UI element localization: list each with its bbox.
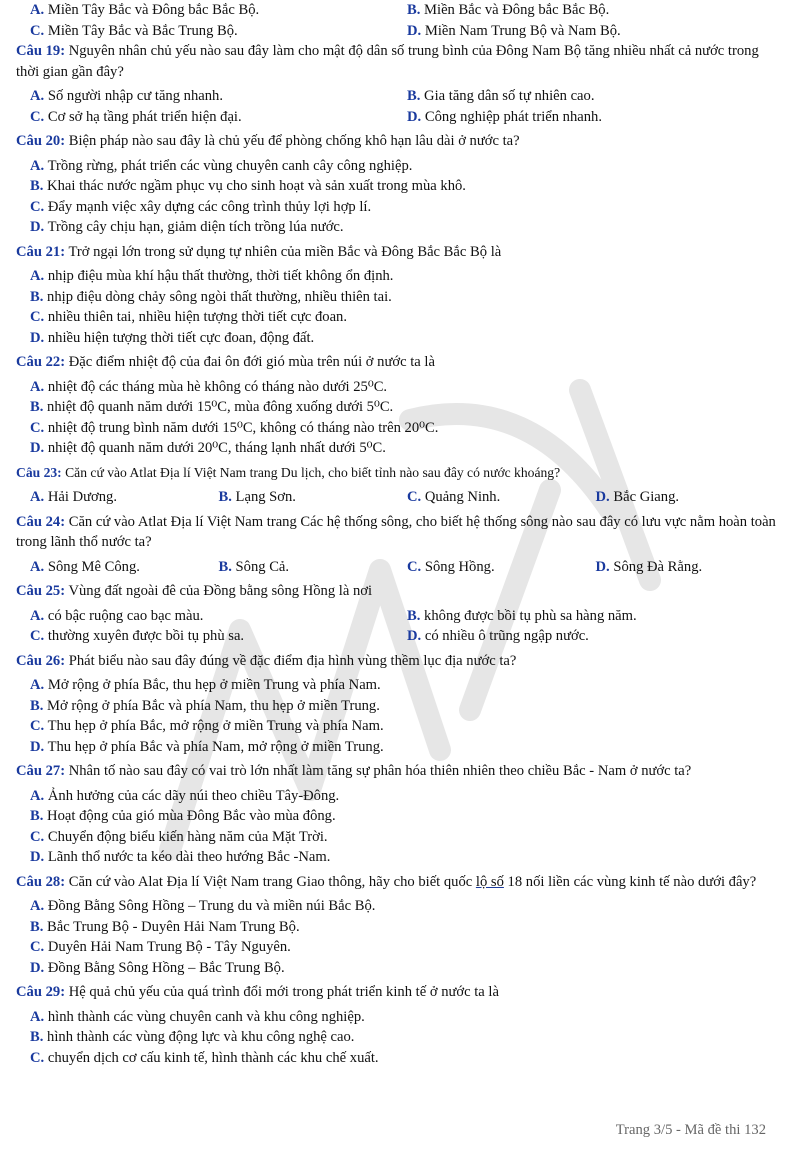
options-row	[16, 626, 784, 647]
option-d[interactable]	[16, 438, 784, 459]
option-text: Hải Dương.	[47, 489, 117, 505]
question-text: Nhân tố nào sau đây có vai trò lớn nhất làm tăng sự phân hóa thiên nhiên theo chiều Bắc - Nam ở nước ta?	[68, 763, 692, 779]
question-29	[16, 982, 784, 1068]
option-text: Thu hẹp ở phía Bắc, mở rộng ở miền Trung và phía Nam.	[47, 718, 384, 734]
option-text: Hoạt động của gió mùa Đông Bắc vào mùa đông.	[47, 808, 336, 824]
option-label: C.	[407, 489, 422, 505]
option-text: Lạng Sơn.	[235, 489, 296, 505]
option-c[interactable]	[16, 418, 784, 439]
option-label: C.	[30, 108, 45, 125]
option-label: B.	[407, 607, 421, 624]
option-text: nhiệt độ quanh năm dưới 20⁰C, tháng lạnh nhất dưới 5⁰C.	[47, 440, 386, 456]
option-text: Miền Tây Bắc và Bắc Trung Bộ.	[47, 22, 238, 39]
option-text: Gia tăng dân số tự nhiên cao.	[424, 88, 595, 104]
option-label: A.	[30, 268, 45, 284]
question-label: Câu 20:	[16, 133, 66, 149]
question-20	[16, 131, 784, 238]
option-text: Bắc Giang.	[613, 489, 680, 505]
option-label: C.	[407, 558, 422, 575]
option-b[interactable]	[407, 606, 784, 627]
option-d[interactable]	[596, 557, 785, 578]
option-label: A.	[30, 88, 45, 104]
option-b[interactable]	[16, 696, 784, 717]
question-text: Đặc điểm nhiệt độ của đai ôn đới gió mùa trên núi ở nước ta là	[68, 354, 435, 370]
question-19	[16, 41, 784, 127]
option-label: A.	[30, 787, 45, 804]
option-text: Số người nhập cư tăng nhanh.	[47, 88, 223, 104]
question-text: Biện pháp nào sau đây là chủ yếu để phòng chống khô hạn lâu dài ở nước ta?	[68, 133, 520, 149]
options-row	[16, 86, 784, 107]
option-label: A.	[30, 1008, 45, 1025]
option-text: thường xuyên được bồi tụ phù sa.	[47, 628, 245, 644]
option-c[interactable]	[16, 716, 784, 737]
option-a[interactable]	[16, 156, 784, 177]
question-label: Câu 24:	[16, 513, 66, 530]
option-label: D.	[30, 738, 45, 755]
option-text: Thu hẹp ở phía Bắc và phía Nam, mở rộng ở miền Trung.	[47, 738, 384, 755]
option-label: C.	[30, 939, 45, 955]
option-d[interactable]	[16, 217, 784, 238]
option-a[interactable]	[16, 896, 784, 917]
question-text: Căn cứ vào Atlat Địa lí Việt Nam trang Du lịch, cho biết tỉnh nào sau đây có nước khoáng?	[65, 464, 561, 480]
option-text: Đẩy mạnh việc xây dựng các công trình thủy lợi hợp lí.	[47, 198, 372, 215]
option-a[interactable]	[16, 675, 784, 696]
top-option-d[interactable]	[407, 21, 784, 42]
options-row	[16, 107, 784, 128]
option-label: D.	[30, 440, 45, 456]
question-label: Câu 29:	[16, 984, 66, 1000]
option-d[interactable]	[16, 847, 784, 868]
option-label: B.	[407, 88, 421, 104]
option-label: A.	[30, 558, 45, 575]
question-22-text	[16, 352, 784, 373]
option-text: Sông Cả.	[235, 558, 290, 575]
option-c[interactable]	[407, 487, 596, 508]
option-label: D.	[595, 558, 610, 575]
option-b[interactable]	[16, 917, 784, 938]
top-option-c[interactable]	[30, 21, 407, 42]
option-text: hình thành các vùng chuyên canh và khu công nghiệp.	[47, 1008, 365, 1025]
option-text: Bắc Trung Bộ - Duyên Hải Nam Trung Bộ.	[47, 918, 300, 935]
option-label: C.	[30, 718, 45, 734]
option-label: B.	[30, 697, 44, 714]
option-label: D.	[407, 108, 422, 125]
option-b[interactable]	[16, 176, 784, 197]
top-option-a[interactable]	[30, 0, 407, 21]
option-text: Sông Đà Rằng.	[613, 558, 703, 575]
top-options-row-1	[16, 0, 784, 21]
option-text: nhiều thiên tai, nhiều hiện tượng thời tiết cực đoan.	[47, 309, 348, 325]
question-text: Căn cứ vào Alat Địa lí Việt Nam trang Giao thông, hãy cho biết quốc	[68, 873, 476, 890]
option-label: B.	[30, 399, 44, 415]
question-text: Hệ quả chủ yếu của quá trình đổi mới trong phát triển kinh tế ở nước ta là	[68, 984, 499, 1000]
option-b[interactable]	[219, 557, 408, 578]
option-text: Sông Mê Công.	[47, 558, 140, 575]
option-text: Miền Tây Bắc và Đông bắc Bắc Bộ.	[47, 2, 260, 18]
option-label: B.	[30, 1029, 44, 1045]
option-text: nhịp điệu dòng chảy sông ngòi thất thường, nhiều thiên tai.	[47, 288, 392, 305]
exam-page	[16, 0, 784, 1068]
option-b[interactable]	[16, 287, 784, 308]
top-options-row-2	[16, 21, 784, 42]
option-text: nhiệt độ các tháng mùa hè không có tháng nào dưới 25⁰C.	[47, 378, 388, 395]
option-c[interactable]	[407, 557, 596, 578]
question-29-text	[16, 982, 784, 1003]
option-label: C.	[30, 22, 45, 39]
option-label: D.	[595, 489, 610, 505]
question-label: Câu 19:	[16, 43, 66, 59]
question-21-text	[16, 242, 784, 263]
option-label: A.	[30, 378, 45, 395]
option-label: C.	[30, 309, 45, 325]
option-text: có nhiều ô trũng ngập nước.	[424, 628, 589, 644]
option-a[interactable]	[30, 606, 407, 627]
question-27	[16, 761, 784, 868]
option-text: Khai thác nước ngầm phục vụ cho sinh hoạt và sản xuất trong mùa khô.	[47, 178, 466, 194]
option-a[interactable]	[16, 266, 784, 287]
option-label: B.	[30, 288, 44, 305]
option-text: Mở rộng ở phía Bắc và phía Nam, thu hẹp ở miền Trung.	[47, 697, 380, 714]
question-25	[16, 581, 784, 647]
question-label: Câu 25:	[16, 583, 66, 599]
question-24	[16, 512, 784, 578]
page-footer: Trang 3/5 - Mã đề thi 132	[615, 1122, 766, 1138]
option-label: B.	[218, 558, 232, 575]
question-text: Căn cứ vào Atlat Địa lí Việt Nam trang Các hệ thống sông, cho biết hệ thống sông nào sau đây có lưu vực nằm hoàn toàn trong lãnh thổ nước ta?	[16, 513, 776, 550]
question-text: Nguyên nhân chủ yếu nào sau đây làm cho mật độ dân số trung bình của Đông Nam Bộ tăng nhiều nhất cả nước trong thời gian gần đây?	[16, 43, 759, 80]
option-b[interactable]	[407, 86, 784, 107]
option-label: A.	[30, 157, 45, 174]
option-text: Trồng rừng, phát triển các vùng chuyên canh cây công nghiệp.	[47, 157, 413, 174]
question-27-text	[16, 761, 784, 782]
option-d[interactable]	[16, 958, 784, 979]
option-text: nhịp điệu mùa khí hậu thất thường, thời tiết không ổn định.	[47, 268, 394, 284]
option-d[interactable]	[407, 626, 784, 647]
option-label: B.	[30, 178, 44, 194]
option-a[interactable]	[30, 86, 407, 107]
question-label: Câu 27:	[16, 763, 66, 779]
option-text: Đồng Bằng Sông Hồng – Trung du và miền núi Bắc Bộ.	[47, 898, 376, 914]
option-c[interactable]	[16, 827, 784, 848]
option-label: C.	[30, 828, 45, 845]
option-text: chuyển dịch cơ cấu kinh tế, hình thành các khu chế xuất.	[47, 1049, 379, 1066]
option-a[interactable]	[16, 377, 784, 398]
question-text: Trở ngại lớn trong sử dụng tự nhiên của miền Bắc và Đông Bắc Bắc Bộ là	[68, 243, 502, 260]
option-b[interactable]	[219, 487, 408, 508]
option-text: Cơ sở hạ tầng phát triển hiện đại.	[47, 108, 242, 125]
option-text: Chuyển động biểu kiến hàng năm của Mặt Trời.	[47, 828, 328, 845]
option-label: C.	[30, 198, 45, 215]
question-23-text	[16, 463, 784, 484]
option-text: nhiệt độ quanh năm dưới 15⁰C, mùa đông xuống dưới 5⁰C.	[47, 399, 394, 415]
underlined-phrase: lộ số	[475, 873, 504, 890]
option-text: Ảnh hưởng của các dãy núi theo chiều Tây-Đông.	[47, 787, 340, 804]
option-label: A.	[30, 898, 45, 914]
option-a[interactable]	[30, 557, 219, 578]
question-25-text	[16, 581, 784, 602]
question-label: Câu 26:	[16, 652, 66, 669]
question-text: Vùng đất ngoài đê của Đồng bằng sông Hồng là nơi	[68, 583, 373, 599]
option-text: Sông Hồng.	[424, 558, 495, 575]
option-d[interactable]	[16, 737, 784, 758]
option-text: Miền Bắc và Đông bắc Bắc Bộ.	[424, 2, 610, 18]
option-text: Công nghiệp phát triển nhanh.	[424, 108, 602, 125]
top-option-b[interactable]	[407, 0, 784, 21]
option-text: không được bồi tụ phù sa hàng năm.	[424, 607, 637, 624]
question-28	[16, 872, 784, 979]
option-label: A.	[30, 489, 45, 505]
option-label: D.	[30, 849, 45, 865]
option-label: A.	[30, 607, 45, 624]
option-d[interactable]	[16, 328, 784, 349]
option-label: A.	[30, 677, 45, 693]
option-text: Duyên Hải Nam Trung Bộ - Tây Nguyên.	[47, 939, 291, 955]
option-b[interactable]	[16, 806, 784, 827]
question-20-text	[16, 131, 784, 152]
question-28-text	[16, 872, 784, 893]
option-label: B.	[30, 808, 44, 824]
option-label: B.	[407, 2, 421, 18]
options-row	[16, 606, 784, 627]
option-a[interactable]	[16, 1007, 784, 1028]
option-text: Trồng cây chịu hạn, giảm diện tích trồng lúa nước.	[47, 219, 344, 235]
option-text: có bậc ruộng cao bạc màu.	[47, 607, 204, 624]
question-label: Câu 22:	[16, 354, 66, 370]
question-26-text	[16, 651, 784, 672]
option-a[interactable]	[30, 487, 219, 508]
option-c[interactable]	[16, 197, 784, 218]
options-row	[16, 487, 784, 508]
option-d[interactable]	[596, 487, 785, 508]
option-text: Lãnh thổ nước ta kéo dài theo hướng Bắc -Nam.	[47, 849, 331, 865]
option-text: Mở rộng ở phía Bắc, thu hẹp ở miền Trung và phía Nam.	[47, 677, 381, 693]
option-label: B.	[30, 918, 44, 935]
option-label: D.	[30, 329, 45, 346]
option-c[interactable]	[16, 1048, 784, 1069]
option-text: nhiều hiện tượng thời tiết cực đoan, động đất.	[47, 329, 315, 346]
option-text: Đồng Bằng Sông Hồng – Bắc Trung Bộ.	[47, 959, 285, 976]
option-c[interactable]	[30, 107, 407, 128]
option-c[interactable]	[16, 937, 784, 958]
question-19-text	[16, 41, 784, 82]
option-b[interactable]	[16, 1027, 784, 1048]
option-b[interactable]	[16, 397, 784, 418]
question-23	[16, 463, 784, 508]
option-label: D.	[407, 628, 422, 644]
option-c[interactable]	[30, 626, 407, 647]
question-label: Câu 28:	[16, 873, 66, 890]
option-label: B.	[218, 489, 232, 505]
question-text: 18 nối liền các vùng kinh tế nào dưới đây?	[503, 873, 757, 890]
option-text: Miền Nam Trung Bộ và Nam Bộ.	[424, 22, 621, 39]
option-label: D.	[30, 219, 45, 235]
question-label: Câu 21:	[16, 243, 66, 260]
question-24-text	[16, 512, 784, 553]
option-text: Quảng Ninh.	[424, 489, 501, 505]
option-label: A.	[30, 2, 45, 18]
option-text: nhiệt độ trung bình năm dưới 15⁰C, không có tháng nào trên 20⁰C.	[47, 419, 439, 436]
question-26	[16, 651, 784, 758]
question-22	[16, 352, 784, 459]
question-21	[16, 242, 784, 349]
option-c[interactable]	[16, 307, 784, 328]
option-text: hình thành các vùng động lực và khu công nghệ cao.	[47, 1029, 355, 1045]
option-d[interactable]	[407, 107, 784, 128]
options-row	[16, 557, 784, 578]
option-label: C.	[30, 628, 45, 644]
question-text: Phát biểu nào sau đây đúng về đặc điểm địa hình vùng thềm lục địa nước ta?	[68, 652, 517, 669]
question-label: Câu 23:	[16, 464, 62, 480]
option-label: D.	[407, 22, 422, 39]
option-label: D.	[30, 959, 45, 976]
option-label: C.	[30, 1049, 45, 1066]
option-label: C.	[30, 419, 45, 436]
option-a[interactable]	[16, 786, 784, 807]
